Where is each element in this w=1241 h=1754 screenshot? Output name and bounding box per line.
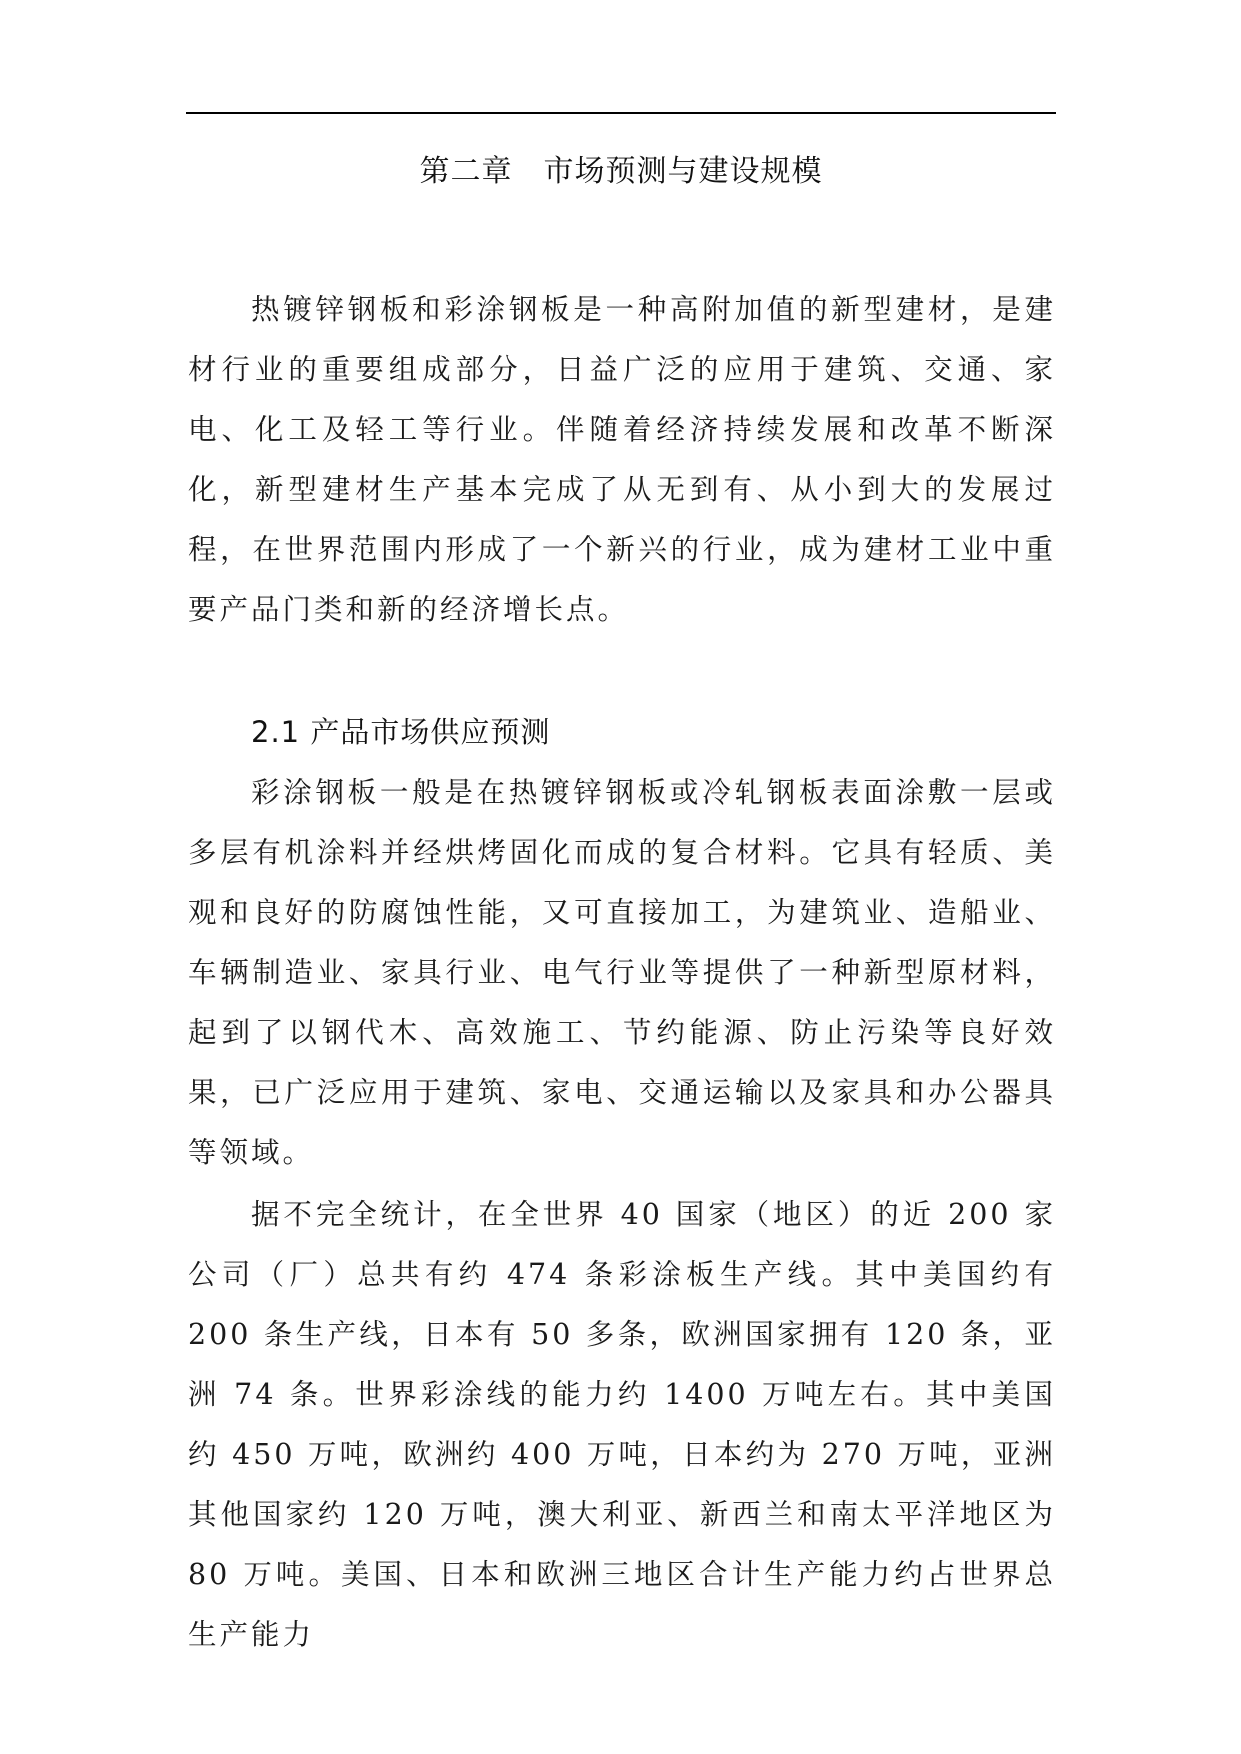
body-paragraph: 彩涂钢板一般是在热镀锌钢板或冷轧钢板表面涂敷一层或多层有机涂料并经烘烤固化而成的复合材料。它具有轻质、美观和良好的防腐蚀性能，又可直接加工，为建筑业、造船业、车辆制造业、家具行业、电气行业等提供了一种新型原材料，起到了以钢代木、高效施工、节约能源、防止污染等良好效果，已广泛应用于建筑、家电、交通运输以及家具和办公器具等领域。 bbox=[188, 776, 1056, 1169]
section-title: 产品市场供应预测 bbox=[310, 715, 551, 749]
section-number: 2.1 bbox=[251, 715, 301, 749]
header-rule bbox=[186, 112, 1056, 114]
section-heading bbox=[251, 710, 550, 754]
chapter-title: 第二章 市场预测与建设规模 bbox=[419, 154, 823, 189]
intro-paragraph: 热镀锌钢板和彩涂钢板是一种高附加值的新型建材，是建材行业的重要组成部分，日益广泛的应用于建筑、交通、家电、化工及轻工等行业。伴随着经济持续发展和改革不断深化，新型建材生产基本完成了从无到有、从小到大的发展过程，在世界范围内形成了一个新兴的行业，成为建材工业中重要产品门类和新的经济增长点。 bbox=[188, 293, 1056, 626]
body-paragraph: 据不完全统计，在全世界 40 国家（地区）的近 200 家公司（厂）总共有约 474 条彩涂板生产线。其中美国约有 200 条生产线，日本有 50 多条，欧洲国家拥有 120 条，亚洲 74 条。世界彩涂线的能力约 1400 万吨左右。其中美国约 450 万吨，欧洲约 400 万吨，日本约为 270 万吨，亚洲其他国家约 120 万吨，澳大利亚、新西兰和南太平洋地区为 80 万吨。美国、日本和欧洲三地区合计生产能力约占世界总生产能力 bbox=[188, 1198, 1056, 1651]
